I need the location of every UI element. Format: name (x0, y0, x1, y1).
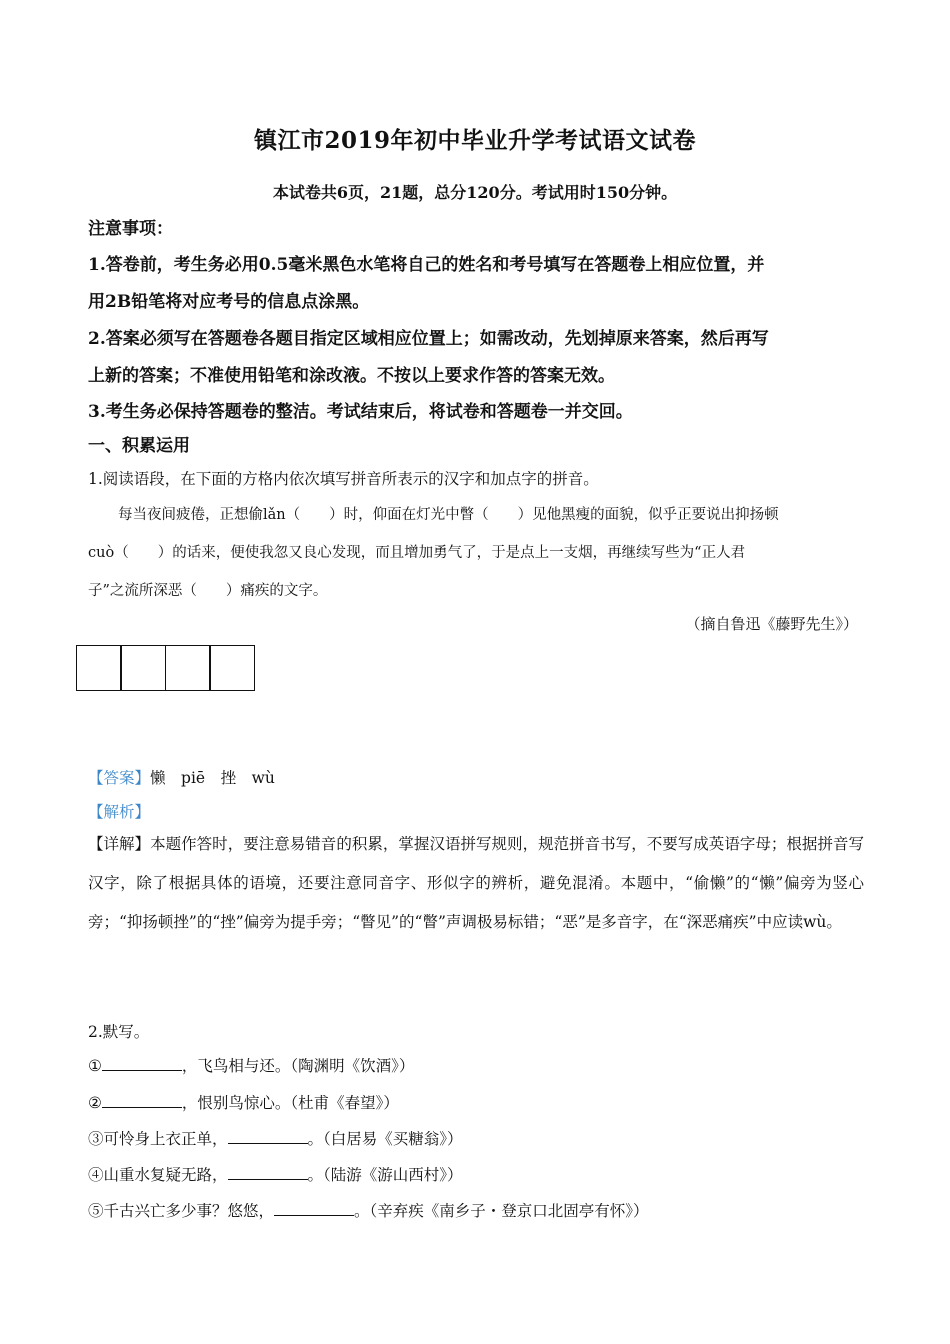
answer-text: 懒 piē 挫 wù (150, 769, 275, 787)
passage-line-1: 每当夜间疲倦，正想偷lǎn（ ）时，仰面在灯光中瞥（ ）见他黑瘦的面貌，似乎正要说出抑扬顿 (118, 507, 779, 523)
answer-line (88, 766, 275, 788)
passage-line-3: 子”之流所深恶（ ）痛疾的文字。 (88, 583, 328, 599)
analysis-line (88, 800, 150, 822)
dictation-item-2-prefix: ② (88, 1094, 102, 1112)
dictation-item-1-prefix: ① (88, 1057, 102, 1075)
answer-box-1[interactable] (76, 645, 122, 691)
dictation-item-5 (88, 1199, 649, 1221)
answer-grid (77, 645, 255, 691)
exam-subtitle: 本试卷共6页，21题，总分120分。考试用时150分钟。 (272, 183, 678, 202)
detail-tag: 【详解】 (88, 835, 151, 853)
passage-source: （摘自鲁迅《藤野先生》） (685, 615, 858, 633)
dictation-item-4-after: 。（陆游《游山西村》） (307, 1166, 463, 1184)
dictation-item-3-before: 可怜身上衣正单， (103, 1130, 228, 1148)
notice-item-1-line-2: 用2B铅笔将对应考号的信息点涂黑。 (88, 292, 370, 312)
dictation-item-5-after: 。（辛弃疾《南乡子・登京口北固亭有怀》） (354, 1202, 649, 1220)
notice-item-1-line-1: 1.答卷前，考生务必用0.5毫米黑色水笔将自己的姓名和考号填写在答题卷上相应位置，并 (88, 255, 765, 275)
dictation-blank-4[interactable] (228, 1165, 308, 1180)
notice-item-2-line-2: 上新的答案；不准使用铅笔和涂改液。不按以上要求作答的答案无效。 (88, 366, 615, 386)
dictation-item-5-before: 千古兴亡多少事？悠悠， (103, 1202, 275, 1220)
answer-tag: 【答案】 (88, 769, 151, 787)
exam-title: 镇江市2019年初中毕业升学考试语文试卷 (253, 127, 696, 154)
dictation-item-3-prefix: ③ (88, 1130, 104, 1148)
dictation-item-1 (88, 1054, 414, 1076)
notice-heading: 注意事项： (88, 219, 173, 239)
dictation-item-4 (88, 1163, 463, 1185)
detail-text: 本题作答时，要注意易错音的积累，掌握汉语拼写规则，规范拼音书写，不要写成英语字母；根据拼音写汉字，除了根据具体的语境，还要注意同音字、形似字的辨析，避免混淆。本题中，“偷懒”的“懒”偏旁为竖心旁；“抑扬顿挫”的“挫”偏旁为提手旁；“瞥见”的“瞥”声调极易标错；“恶”是多音字，在“深恶痛疾”中应读wù。 (88, 835, 864, 931)
dictation-blank-1[interactable] (102, 1056, 182, 1071)
answer-box-4[interactable] (209, 645, 255, 691)
answer-box-2[interactable] (120, 645, 166, 691)
dictation-item-2-after: ，恨别鸟惊心。（杜甫《春望》） (181, 1094, 399, 1112)
dictation-item-3 (88, 1127, 463, 1149)
notice-item-3: 3.考生务必保持答题卷的整洁。考试结束后，将试卷和答题卷一并交回。 (88, 402, 633, 422)
question-2-prompt: 2.默写。 (88, 1023, 150, 1041)
dictation-blank-2[interactable] (102, 1093, 182, 1108)
question-1-prompt: 1.阅读语段，在下面的方格内依次填写拼音所表示的汉字和加点字的拼音。 (88, 470, 599, 488)
analysis-tag: 【解析】 (88, 803, 151, 821)
dictation-item-2 (88, 1091, 399, 1113)
notice-item-2-line-1: 2.答案必须写在答题卷各题目指定区域相应位置上；如需改动，先划掉原来答案，然后再写 (88, 329, 769, 349)
dictation-item-1-after: ，飞鸟相与还。（陶渊明《饮酒》） (181, 1057, 415, 1075)
dictation-blank-3[interactable] (228, 1129, 308, 1144)
dictation-item-4-prefix: ④ (88, 1166, 104, 1184)
dictation-item-4-before: 山重水复疑无路， (103, 1166, 228, 1184)
section-heading: 一、积累运用 (88, 436, 190, 456)
dictation-item-3-after: 。（白居易《买糖翁》） (307, 1130, 463, 1148)
dictation-blank-5[interactable] (274, 1201, 354, 1216)
answer-box-3[interactable] (165, 645, 211, 691)
passage-line-2: cuò（ ）的话来，便使我忽又良心发现，而且增加勇气了，于是点上一支烟，再继续写些为“正人君 (88, 545, 746, 561)
dictation-item-5-prefix: ⑤ (88, 1202, 104, 1220)
analysis-detail (88, 825, 864, 942)
